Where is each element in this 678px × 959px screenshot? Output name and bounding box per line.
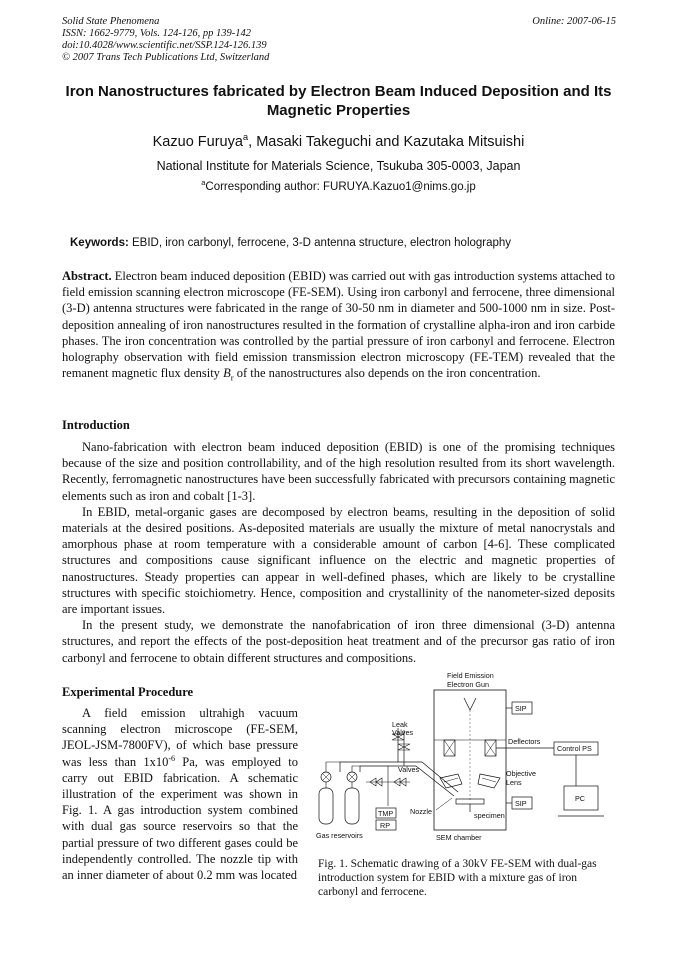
reservoir-valve-2-cross [349,774,355,780]
nozzle-pointer [436,798,452,810]
gun-label: Field Emission [447,671,494,680]
abstract-symbol: B [223,366,231,381]
objective-lens-right [478,774,500,788]
abstract-text-1: Electron beam induced deposition (EBID) was carried out with gas introduction systems attached to field emission scanning electron microscope (FE-SEM). Using iron carbonyl and ferrocene, three dimensional (3-D) antenna structures were fabricated in the range of 30-50 nm in diameter and 500-1000 nm in size. Post-deposition annealing of iron nanostructures resulted in the formation of crystalline alpha-iron and iron carbide phases. The iron concentration was controlled by the partial pressure of iron carbonyl and ferrocene. Electron holography observation with field emission transmission electron microscopy (FE-TEM) revealed that the remanent magnetic flux density [62,269,615,381]
pc-label: PC [575,794,585,803]
author-sup: a [242,131,249,143]
experimental-paragraph [62,705,298,883]
corr-text: Corresponding author: FURUYA.Kazuo1@nims.go.jp [205,181,476,193]
deflector-coil-right-cross [485,740,496,756]
control-ps-label: Control PS [557,744,592,753]
electron-gun-tip [464,698,476,710]
corr-sup: a [201,178,206,188]
deflectors-label: Deflectors [508,737,541,746]
nozzle-tube-1 [422,762,458,792]
journal-name: Solid State Phenomena [62,16,160,27]
introduction-body [62,439,615,666]
author-first: Kazuo Furuya [152,134,243,150]
exp-text-1: A field emission ultrahigh vacuum scanning electron microscope (FE-SEM, JEOL-JSM-7800FV), of which base pressure was less than 1x10 [62,706,298,769]
reservoir-piping [326,762,360,788]
keywords-text: EBID, iron carbonyl, ferrocene, 3-D antenna structure, electron holography [128,237,512,249]
valves-label: Valves [398,765,420,774]
objective-lens-left-detail [444,778,458,782]
reservoir-valve-1-cross [323,774,329,780]
copyright-line: © 2007 Trans Tech Publications Ltd, Switzerland [62,52,270,63]
abstract-text-2: of the nanostructures also depends on the iron concentration. [233,366,541,381]
corresponding-author [62,178,615,193]
objective-label: Objective [506,769,536,778]
tmp-label: TMP [378,809,394,818]
intro-paragraph-1: Nano-fabrication with electron beam induced deposition (EBID) is one of the promising techniques because of the size and position controllability, and of the high resolution resulted from its short wavelength. Recently, ferromagnetic nanostructures have been successfully fabricated with precursors containing magnetic elements such as iron and cobalt [1-3]. [62,440,615,503]
keywords-label: Keywords: [70,237,129,249]
leak-valves-label-2: Valves [392,728,414,737]
gas-reservoirs-label: Gas reservoirs [316,831,363,840]
schematic-figure [312,670,618,848]
issn-line: ISSN: 1662-9779, Vols. 124-126, pp 139-142 [62,28,251,39]
affiliation: National Institute for Materials Science, Tsukuba 305-0003, Japan [156,159,521,173]
author-rest: , Masaki Takeguchi and Kazutaka Mitsuishi [248,134,525,150]
experimental-heading: Experimental Procedure [62,685,194,699]
running-header [62,16,269,64]
chamber-label: SEM chamber [436,833,482,842]
abstract-symbol-sub: r [230,372,234,383]
online-date: Online: 2007-06-15 [532,16,616,27]
intro-paragraph-3: In the present study, we demonstrate the nanofabrication of iron three dimensional (3-D) antenna structures, and report the effects of the post-deposition heat treatment and of the precursor gas ratio of iron carbonyl and ferrocene to obtain different structures and compositions. [62,618,615,665]
reservoir-cylinder-1 [319,788,333,824]
sip-bottom-label: SIP [515,799,527,808]
abstract-label: Abstract. [62,269,112,283]
gun-label-2: Electron Gun [447,680,489,689]
intro-paragraph-2: In EBID, metal-organic gases are decomposed by electron beams, resulting in the deposition of solid materials at the desired positions. As-deposited materials are usually the mixture of metal nanocrystals and amorphous phase at room temperature with a considerable amount of carbon [4-6]. These complicated structures and compositions cause significant influence on the electric and magnetic properties of nanostructures. Steady properties can appear in well-defined phases, which are likely to be crystalline structures with specific stoichiometry. Hence, composition and crystallinity of the nanometer-sized deposits are important issues. [62,504,615,617]
introduction-heading: Introduction [62,418,130,432]
rp-label: RP [380,821,390,830]
deflector-coil-left-cross [444,740,455,756]
paper-title: Iron Nanostructures fabricated by Electron Beam Induced Deposition and Its Magnetic Properties [65,83,612,119]
author-list [62,131,615,150]
objective-lens-right-detail [482,778,496,782]
objective-label-2: Lens [506,778,522,787]
exp-sup: -6 [168,753,176,763]
nozzle-label: Nozzle [410,807,432,816]
reservoir-cylinder-2 [345,788,359,824]
abstract [62,268,615,386]
leak-valves-label: Leak [392,720,408,729]
exp-text-2: Pa, was employed to carry out EBID fabrication. A schematic illustration of the experiment was shown in Fig. 1. A gas introduction system combined with dual gas source reservoirs so that the partial pressure of two different gases could be independently controlled. The nozzle tip with an inner diameter of about 0.2 mm was located [62,754,298,883]
doi-line: doi:10.4028/www.scientific.net/SSP.124-126.139 [62,40,267,51]
figure-caption: Fig. 1. Schematic drawing of a 30kV FE-SEM with dual-gas introduction system for EBID with a mixture gas of iron carbonyl and ferrocene. [318,858,597,898]
keywords [70,237,615,249]
specimen-label: specimen [474,811,505,820]
sip-top-label: SIP [515,704,527,713]
